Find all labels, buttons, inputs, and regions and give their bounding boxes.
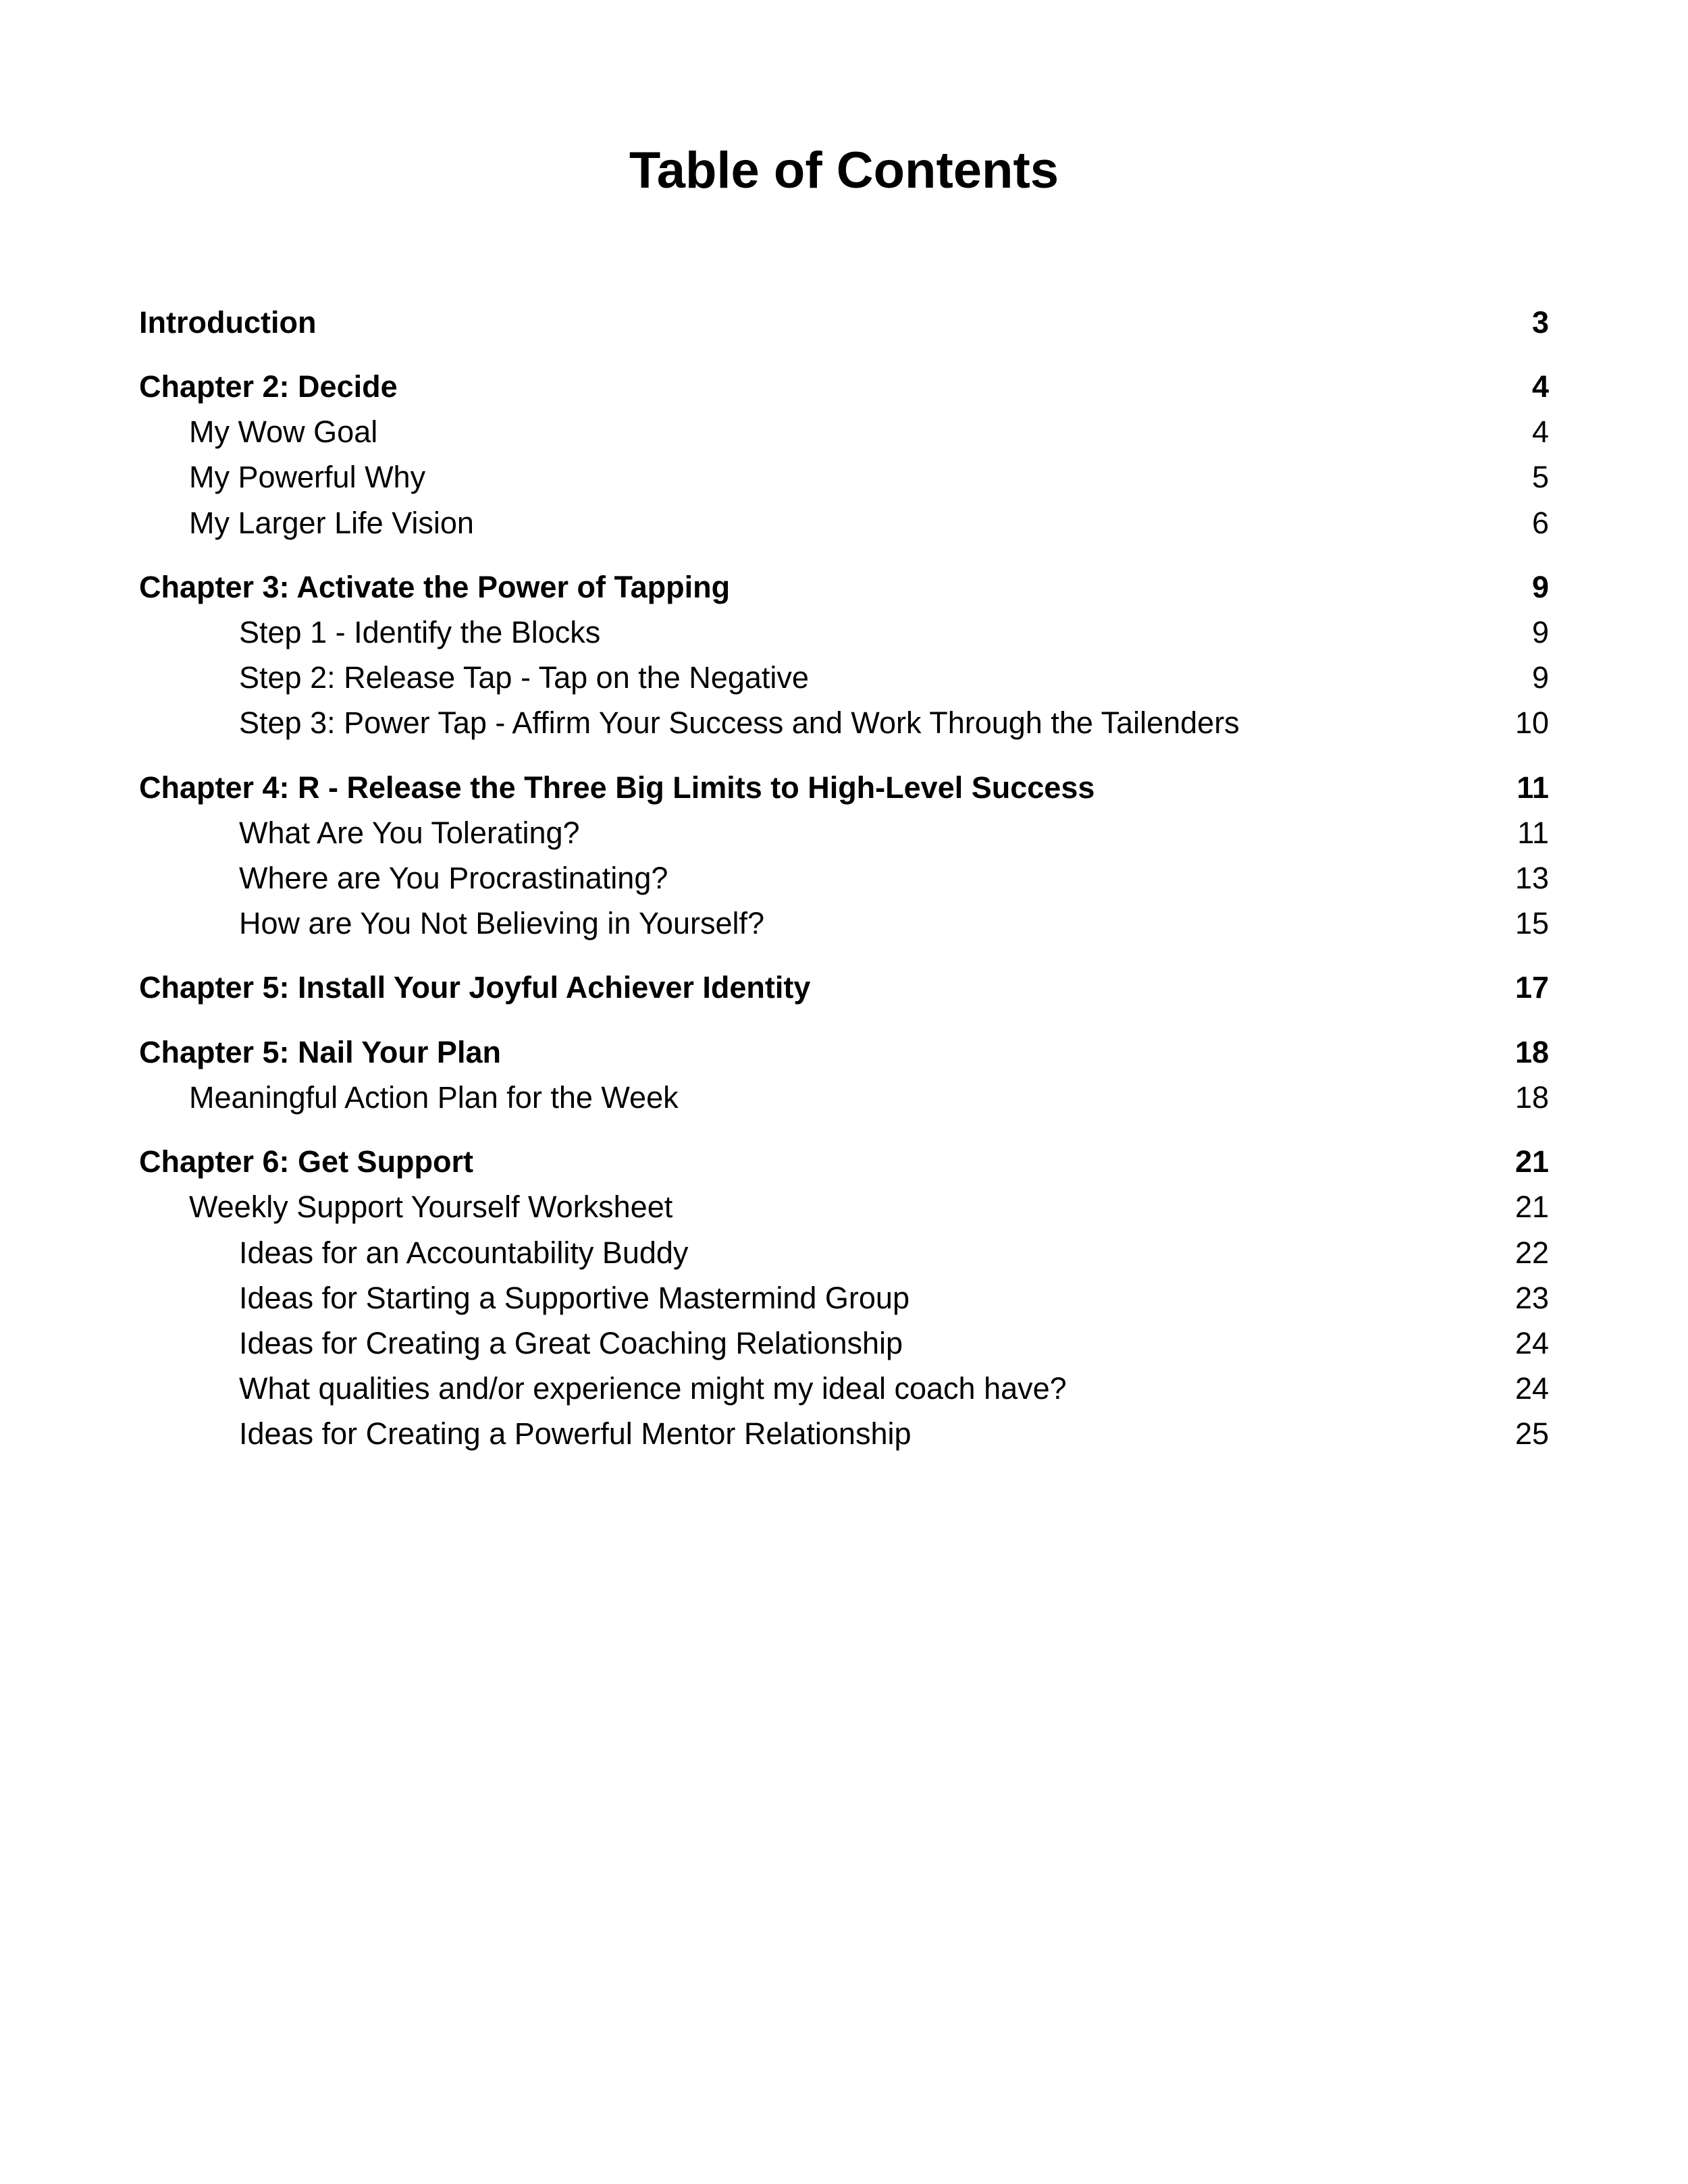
- toc-entry-title: Step 2: Release Tap - Tap on the Negative: [239, 660, 809, 695]
- toc-section-entry[interactable]: [139, 1367, 1549, 1410]
- toc-entry-title: Chapter 4: R - Release the Three Big Limits to High-Level Success: [139, 770, 1095, 805]
- toc-entry-title: Where are You Procrastinating?: [239, 861, 668, 895]
- toc-entry-title: Meaningful Action Plan for the Week: [189, 1080, 679, 1115]
- toc-section-entry[interactable]: [139, 857, 1549, 900]
- toc-page-number: 5: [1531, 460, 1549, 494]
- toc-page-number: 18: [1514, 1080, 1549, 1115]
- toc-page-number: 9: [1531, 660, 1549, 695]
- toc-entry-title: Chapter 5: Install Your Joyful Achiever Identity: [139, 970, 811, 1005]
- toc-section-entry[interactable]: [139, 410, 1549, 454]
- toc-section-entry[interactable]: [139, 1076, 1549, 1119]
- toc-section-entry[interactable]: [139, 502, 1549, 545]
- toc-entry-title: Ideas for an Accountability Buddy: [239, 1235, 689, 1270]
- toc-section-entry[interactable]: [139, 611, 1549, 654]
- toc-section-entry[interactable]: [139, 701, 1549, 745]
- toc-page-number: 23: [1514, 1281, 1549, 1315]
- toc-entry-title: Weekly Support Yourself Worksheet: [189, 1190, 673, 1224]
- toc-entry-title: My Larger Life Vision: [189, 506, 474, 540]
- toc-section-entry[interactable]: [139, 1231, 1549, 1275]
- toc-entry-title: Chapter 5: Nail Your Plan: [139, 1035, 501, 1069]
- toc-section-entry[interactable]: [139, 1322, 1549, 1365]
- toc-entry-title: What Are You Tolerating?: [239, 816, 580, 850]
- toc-page-number: 4: [1531, 369, 1549, 404]
- toc-entry-title: Introduction: [139, 305, 317, 340]
- toc-page-number: 15: [1514, 906, 1549, 940]
- toc-section-entry[interactable]: [139, 656, 1549, 699]
- toc-entry-title: Chapter 2: Decide: [139, 369, 398, 404]
- toc-entry-title: What qualities and/or experience might my ideal coach have?: [239, 1371, 1067, 1406]
- toc-page-number: 13: [1514, 861, 1549, 895]
- toc-page-number: 6: [1531, 506, 1549, 540]
- toc-chapter-entry[interactable]: [139, 566, 1549, 609]
- toc-page-number: 24: [1514, 1326, 1549, 1360]
- toc-page-number: 17: [1514, 970, 1549, 1005]
- toc-section-entry[interactable]: [139, 1412, 1549, 1456]
- toc-entry-title: Step 3: Power Tap - Affirm Your Success and Work Through the Tailenders: [239, 705, 1240, 740]
- toc-chapter-entry[interactable]: [139, 966, 1549, 1009]
- toc-entry-title: My Powerful Why: [189, 460, 426, 494]
- page-title: Table of Contents: [629, 142, 1059, 199]
- toc-chapter-entry[interactable]: [139, 1031, 1549, 1074]
- toc-entry-title: My Wow Goal: [189, 415, 378, 449]
- toc-page-number: 24: [1514, 1371, 1549, 1406]
- toc-entry-title: Chapter 6: Get Support: [139, 1144, 474, 1179]
- toc-section-entry[interactable]: [139, 456, 1549, 499]
- toc-page-number: 11: [1517, 816, 1549, 850]
- toc-page-number: 22: [1514, 1235, 1549, 1270]
- toc-entry-title: Ideas for Creating a Powerful Mentor Relationship: [239, 1416, 912, 1451]
- toc-page-number: 11: [1516, 770, 1549, 805]
- toc-page-number: 18: [1514, 1035, 1549, 1069]
- toc-section-entry[interactable]: [139, 811, 1549, 855]
- toc-page-number: 4: [1531, 415, 1549, 449]
- toc-entry-title: Chapter 3: Activate the Power of Tapping: [139, 570, 731, 604]
- toc-chapter-entry[interactable]: [139, 1140, 1549, 1183]
- toc-entry-title: Ideas for Starting a Supportive Mastermind Group: [239, 1281, 909, 1315]
- toc-section-entry[interactable]: [139, 902, 1549, 945]
- toc-entry-title: Step 1 - Identify the Blocks: [239, 615, 601, 649]
- toc-page-number: 21: [1514, 1144, 1549, 1179]
- toc-page-number: 21: [1514, 1190, 1549, 1224]
- toc-page-number: 9: [1531, 570, 1549, 604]
- toc-chapter-entry[interactable]: [139, 365, 1549, 408]
- toc-entry-title: Ideas for Creating a Great Coaching Relationship: [239, 1326, 903, 1360]
- toc-page-number: 3: [1531, 305, 1549, 340]
- toc-chapter-entry[interactable]: [139, 766, 1549, 809]
- toc-page-number: 25: [1514, 1416, 1549, 1451]
- toc-section-entry[interactable]: [139, 1186, 1549, 1229]
- toc-page-number: 10: [1514, 705, 1549, 740]
- toc-entry-title: How are You Not Believing in Yourself?: [239, 906, 765, 940]
- toc-page-number: 9: [1531, 615, 1549, 649]
- toc-chapter-entry[interactable]: [139, 301, 1549, 344]
- toc-section-entry[interactable]: [139, 1277, 1549, 1320]
